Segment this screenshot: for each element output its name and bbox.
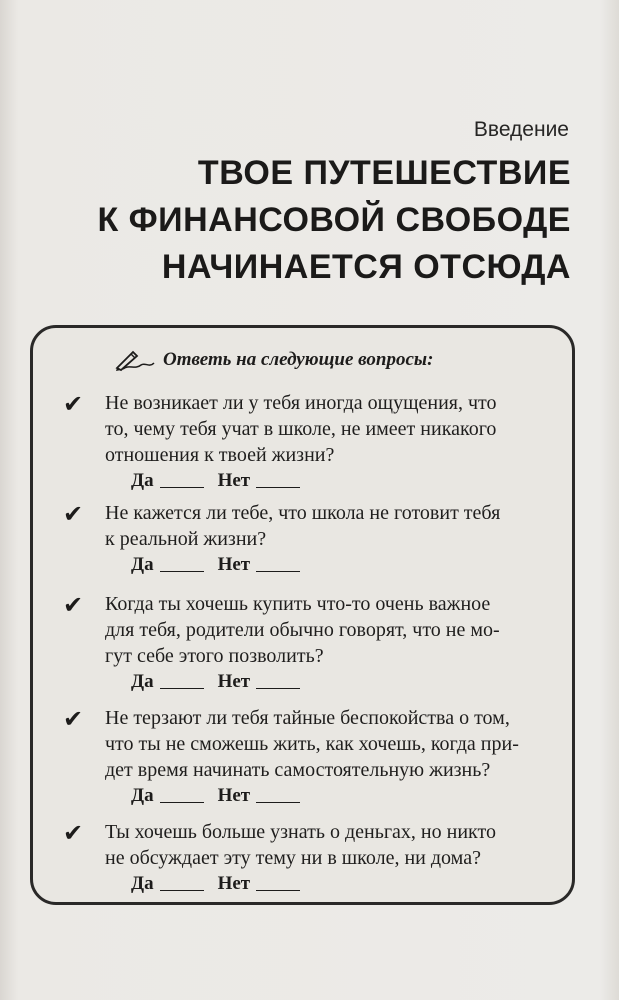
- no-label: Нет: [217, 671, 251, 692]
- question-line: не обсуждает эту тему ни в школе, ни дома?: [105, 847, 481, 869]
- chapter-title: [97, 150, 571, 291]
- question-text-5: [105, 819, 542, 871]
- yes-blank[interactable]: [160, 570, 204, 572]
- chapter-label: Введение: [473, 118, 569, 141]
- question-line: гут себе этого позволить?: [105, 645, 324, 667]
- yes-label: Да: [131, 671, 154, 692]
- question-line: для тебя, родители обычно говорят, что не мо-: [105, 619, 500, 641]
- yes-blank[interactable]: [160, 889, 204, 891]
- question-line: отношения к твоей жизни?: [105, 444, 335, 466]
- checkmark-icon: ✔: [63, 390, 84, 418]
- no-blank[interactable]: [256, 570, 300, 572]
- answer-row-2: [131, 554, 314, 576]
- no-label: Нет: [217, 873, 251, 894]
- no-blank[interactable]: [256, 486, 300, 488]
- no-blank[interactable]: [256, 889, 300, 891]
- no-label: Нет: [217, 554, 251, 575]
- no-blank[interactable]: [256, 801, 300, 803]
- questionnaire-header: [115, 348, 433, 372]
- answer-row-3: [131, 671, 314, 693]
- no-blank[interactable]: [256, 687, 300, 689]
- answer-row-1: [131, 470, 314, 492]
- checkmark-icon: ✔: [63, 500, 84, 528]
- pen-writing-icon: [115, 348, 155, 372]
- yes-blank[interactable]: [160, 801, 204, 803]
- answer-row-4: [131, 785, 314, 807]
- yes-label: Да: [131, 470, 154, 491]
- question-line: Не возникает ли у тебя иногда ощущения, что: [105, 392, 497, 414]
- yes-label: Да: [131, 785, 154, 806]
- no-label: Нет: [217, 785, 251, 806]
- chapter-title-line-2: К ФИНАНСОВОЙ СВОБОДЕ: [97, 201, 571, 239]
- question-line: Не кажется ли тебе, что школа не готовит тебя: [105, 502, 501, 524]
- checkmark-icon: ✔: [63, 591, 84, 619]
- question-line: Не терзают ли тебя тайные беспокойства о том,: [105, 707, 510, 729]
- questionnaire-header-text: Ответь на следующие вопросы:: [163, 349, 434, 370]
- question-line: к реальной жизни?: [105, 528, 267, 550]
- chapter-title-line-3: НАЧИНАЕТСЯ ОТСЮДА: [161, 248, 571, 286]
- no-label: Нет: [217, 470, 251, 491]
- question-text-4: [105, 705, 542, 783]
- yes-label: Да: [131, 873, 154, 894]
- checkmark-icon: ✔: [63, 819, 84, 847]
- question-text-1: [105, 390, 542, 468]
- chapter-title-line-1: ТВОЕ ПУТЕШЕСТВИЕ: [197, 154, 571, 192]
- question-text-3: [105, 591, 542, 669]
- question-line: Когда ты хочешь купить что-то очень важное: [105, 593, 491, 615]
- question-line: дет время начинать самостоятельную жизнь?: [105, 759, 491, 781]
- questionnaire-box: [30, 325, 575, 905]
- checkmark-icon: ✔: [63, 705, 84, 733]
- yes-blank[interactable]: [160, 687, 204, 689]
- question-text-2: [105, 500, 542, 552]
- question-line: то, чему тебя учат в школе, не имеет никакого: [105, 418, 497, 440]
- question-line: что ты не сможешь жить, как хочешь, когда при-: [105, 733, 519, 755]
- yes-blank[interactable]: [160, 486, 204, 488]
- question-line: Ты хочешь больше узнать о деньгах, но никто: [105, 821, 496, 843]
- answer-row-5: [131, 873, 314, 895]
- yes-label: Да: [131, 554, 154, 575]
